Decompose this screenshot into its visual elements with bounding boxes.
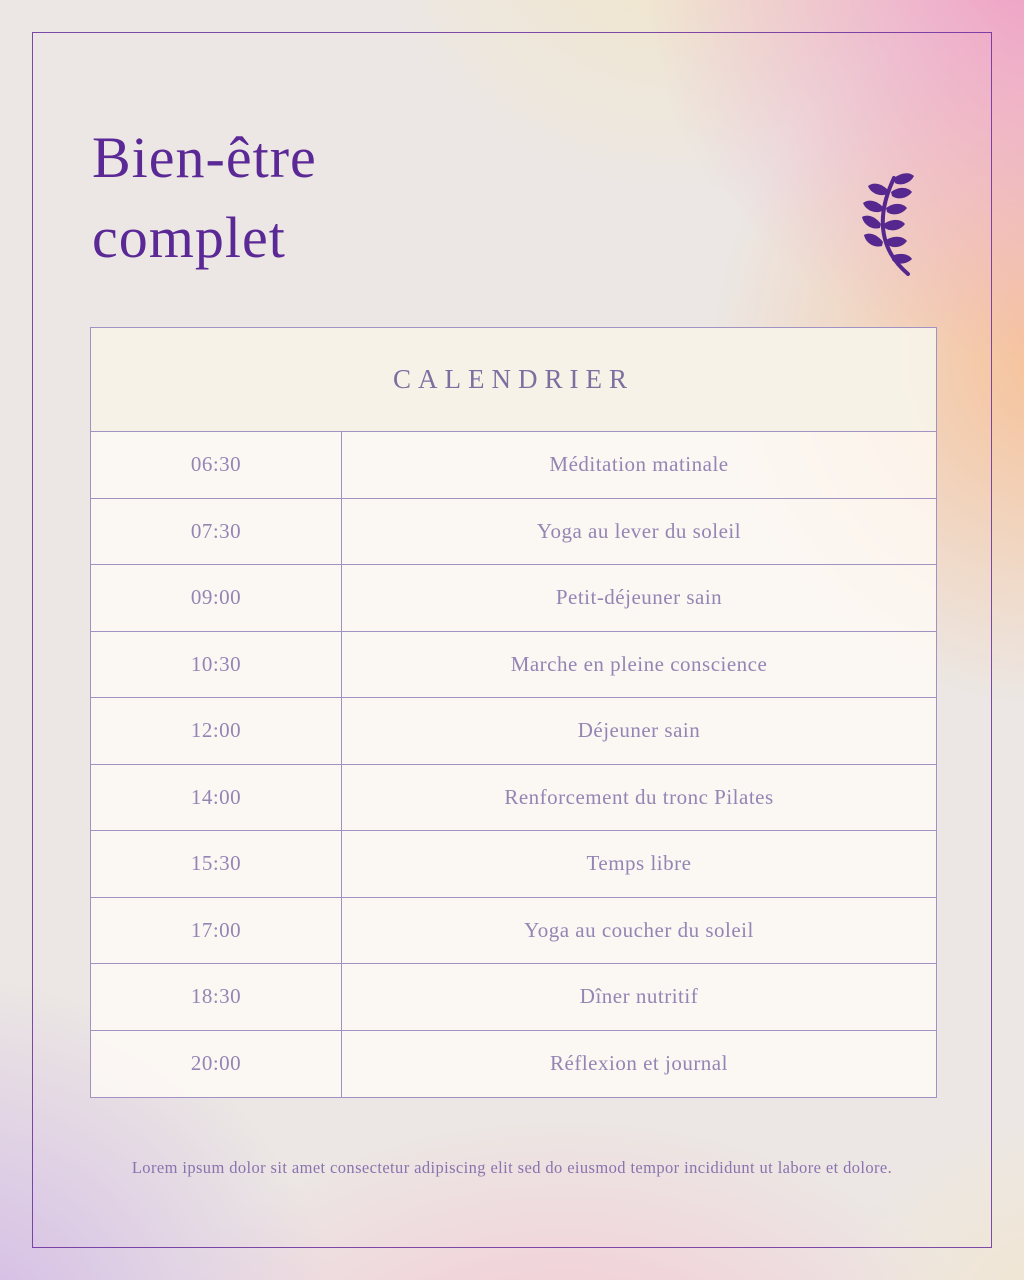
schedule-activity: Marche en pleine conscience — [510, 651, 768, 676]
schedule-time: 18:30 — [91, 964, 342, 1030]
page-title-line2: complet — [92, 205, 286, 271]
schedule-activity: Réflexion et journal — [550, 1051, 728, 1076]
page-title — [92, 118, 512, 278]
schedule-activity: Méditation matinale — [549, 452, 729, 477]
schedule-time: 06:30 — [91, 432, 342, 498]
schedule-time: 20:00 — [91, 1031, 342, 1098]
schedule-time: 07:30 — [91, 499, 342, 565]
schedule-row — [91, 499, 936, 566]
schedule-table — [90, 327, 937, 1098]
schedule-activity: Renforcement du tronc Pilates — [504, 784, 774, 809]
schedule-time: 15:30 — [91, 831, 342, 897]
schedule-row — [91, 698, 936, 765]
schedule-row — [91, 432, 936, 499]
schedule-activity: Yoga au lever du soleil — [536, 518, 742, 543]
laurel-branch-icon — [858, 170, 926, 278]
page-title-line1: Bien-être — [92, 125, 317, 190]
schedule-row — [91, 1031, 936, 1098]
schedule-activity: Déjeuner sain — [577, 718, 701, 743]
schedule-activity: Petit-déjeuner sain — [555, 585, 723, 610]
footer-text: Lorem ipsum dolor sit amet consectetur adipiscing elit sed do eiusmod tempor incididunt ut labore et dolore. — [131, 1158, 893, 1177]
schedule-table-title: CALENDRIER — [91, 328, 936, 432]
schedule-time: 09:00 — [91, 565, 342, 631]
schedule-row — [91, 831, 936, 898]
schedule-time: 10:30 — [91, 632, 342, 698]
schedule-row — [91, 565, 936, 632]
schedule-row — [91, 632, 936, 699]
schedule-time: 14:00 — [91, 765, 342, 831]
schedule-row — [91, 898, 936, 965]
schedule-activity: Temps libre — [586, 851, 692, 876]
schedule-time: 12:00 — [91, 698, 342, 764]
schedule-activity: Yoga au coucher du soleil — [524, 917, 754, 942]
schedule-row — [91, 964, 936, 1031]
schedule-time: 17:00 — [91, 898, 342, 964]
schedule-activity: Dîner nutritif — [579, 984, 699, 1009]
schedule-row — [91, 765, 936, 832]
